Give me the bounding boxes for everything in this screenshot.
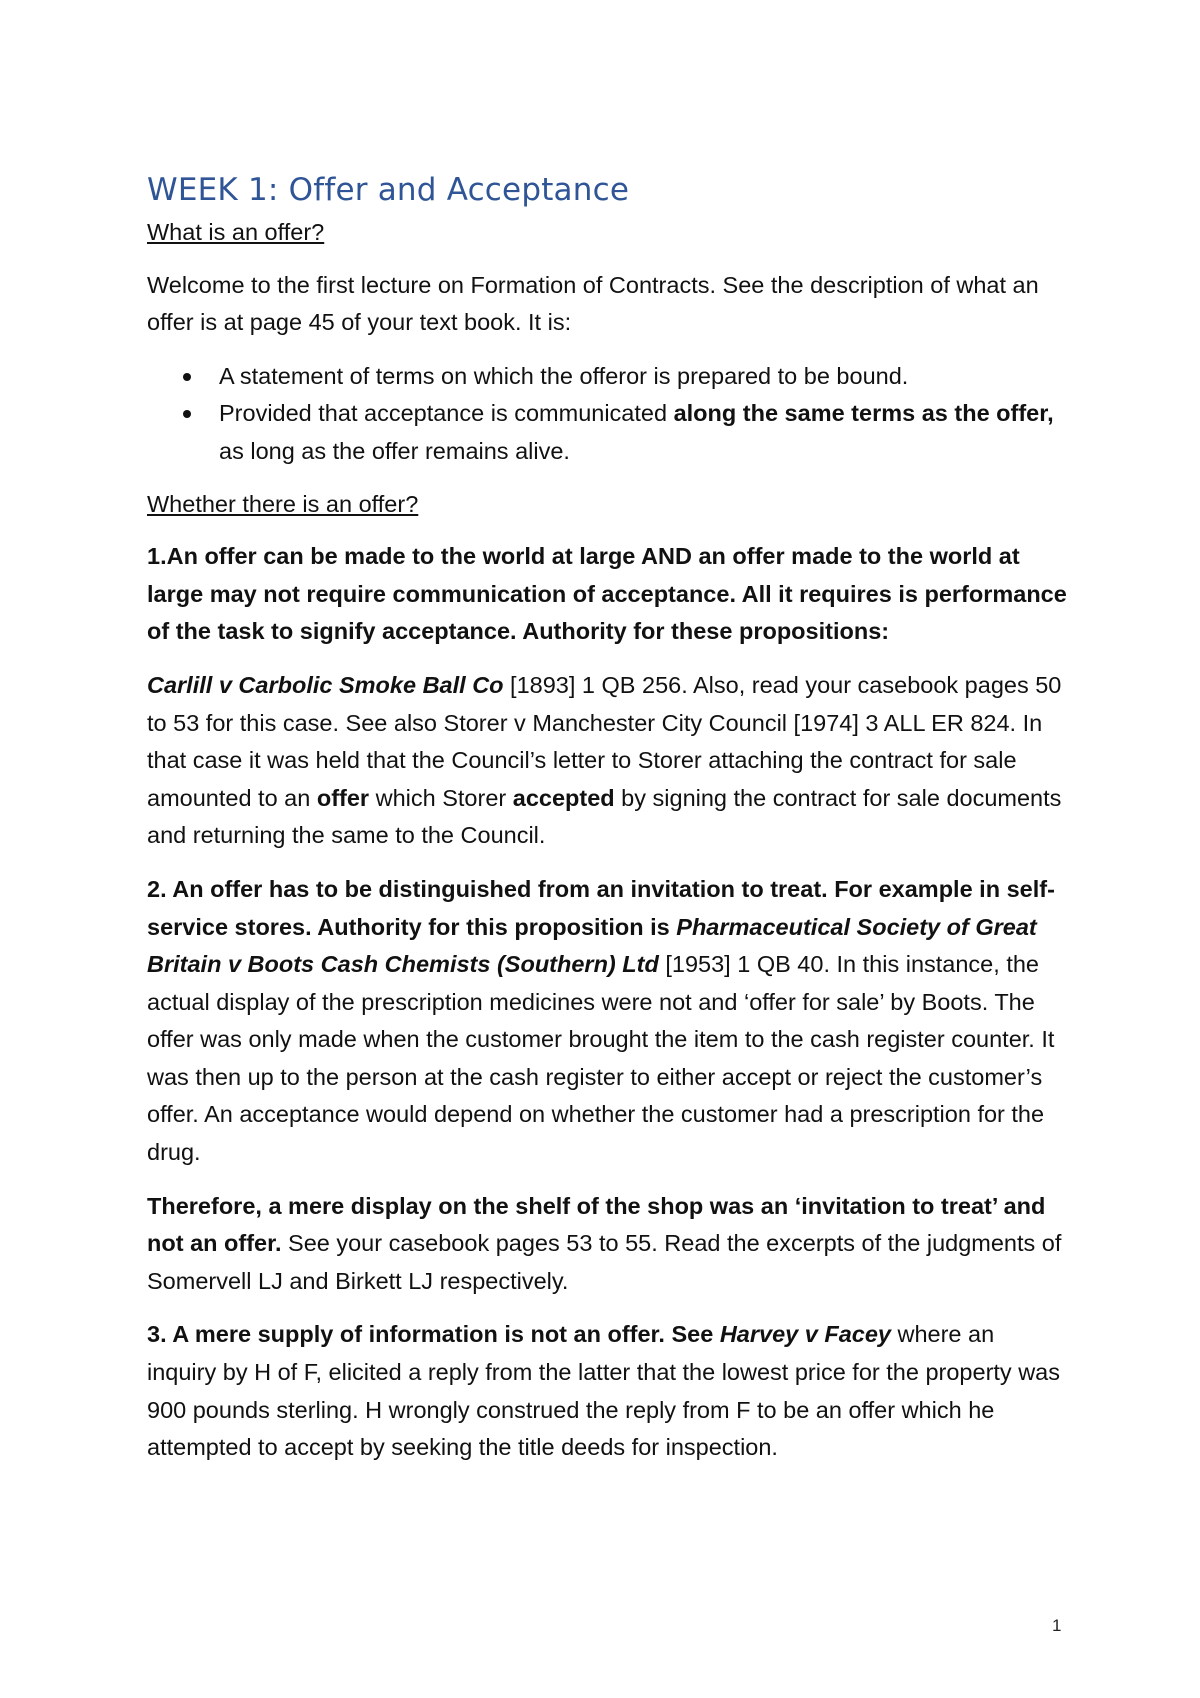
case-name-carlill: Carlill v Carbolic Smoke Ball Co (147, 671, 504, 698)
intro-paragraph: Welcome to the first lecture on Formation of Contracts. See the description of what an offer is at page 45 of your text book. It is: (147, 271, 1039, 336)
list-item (147, 358, 1067, 396)
carlill-text: which Storer (369, 784, 513, 811)
carlill-text: by signing the contract for sale documents and returning the same to the Council. (147, 784, 1062, 849)
case-name-boots: Pharmaceutical Society of Great Britain v Boots Cash Chemists (Southern) Ltd (147, 913, 1037, 978)
bullet-icon (183, 410, 191, 418)
point-1-paragraph (147, 538, 1067, 651)
carlill-paragraph (147, 667, 1067, 855)
document-heading: WEEK 1: Offer and Acceptance (147, 172, 630, 208)
emphasis-offer: offer (316, 784, 370, 811)
bullet-icon (183, 373, 191, 381)
point-1-text: 1.An offer can be made to the world at large AND an offer made to the world at large may not require communication of acceptance. All it requires is performance of the task to signify acceptance. Authority for these propositions: (147, 543, 1067, 645)
page-number: 1 (1052, 1616, 1062, 1635)
point-2-paragraph (147, 871, 1067, 1172)
list-item (147, 395, 1067, 470)
point-3-heading: 3. A mere supply of information is not an offer. See (147, 1321, 720, 1348)
therefore-text: See your casebook pages 53 to 55. Read the excerpts of the judgments of Somervell LJ and Birkett LJ respectively. (147, 1230, 1062, 1294)
carlill-text: [1893] 1 QB 256. Also, read your casebook pages 50 to 53 for this case. See also Storer v Manchester City Council [1974] 3 ALL ER 824. In that case it was held that the Council’s letter to Storer attaching the contract for sale amounted to an (147, 671, 1062, 811)
offer-definition-list (147, 358, 1067, 471)
section-title-whether-offer: Whether there is an offer? (147, 490, 419, 517)
bullet-text: as long as the offer remains alive. (219, 437, 570, 464)
point-2-text: [1953] 1 QB 40. In this instance, the actual display of the prescription medicines were not and ‘offer for sale’ by Boots. The offer was only made when the customer brought the item to the cash register counter. It was then up to the person at the cash register to either accept or reject the customer’s offer. An acceptance would depend on whether the customer had a prescription for the drug. (147, 951, 1055, 1166)
therefore-emphasis: Therefore, a mere display on the shelf of the shop was an ‘invitation to treat’ and not an offer. (147, 1192, 1046, 1257)
bullet-text: Provided that acceptance is communicated (219, 400, 674, 427)
case-name-harvey: Harvey v Facey (719, 1321, 891, 1348)
point-3-text: where an inquiry by H of F, elicited a reply from the latter that the lowest price for the property was 900 pounds sterling. H wrongly construed the reply from F to be an offer which he attempted to accept by seeking the title deeds for inspection. (147, 1321, 1060, 1461)
point-3-paragraph (147, 1316, 1067, 1466)
page-content (147, 168, 1067, 1483)
therefore-paragraph (147, 1188, 1067, 1301)
section-title-what-is-offer: What is an offer? (147, 219, 325, 245)
point-2-heading: 2. An offer has to be distinguished from an invitation to treat. For example in self-service stores. Authority for this proposition is (147, 875, 1055, 940)
emphasis-accepted: accepted (512, 784, 615, 811)
bullet-text: A statement of terms on which the offeror is prepared to be bound. (219, 362, 909, 389)
bullet-emphasis: along the same terms as the offer, (673, 400, 1054, 427)
